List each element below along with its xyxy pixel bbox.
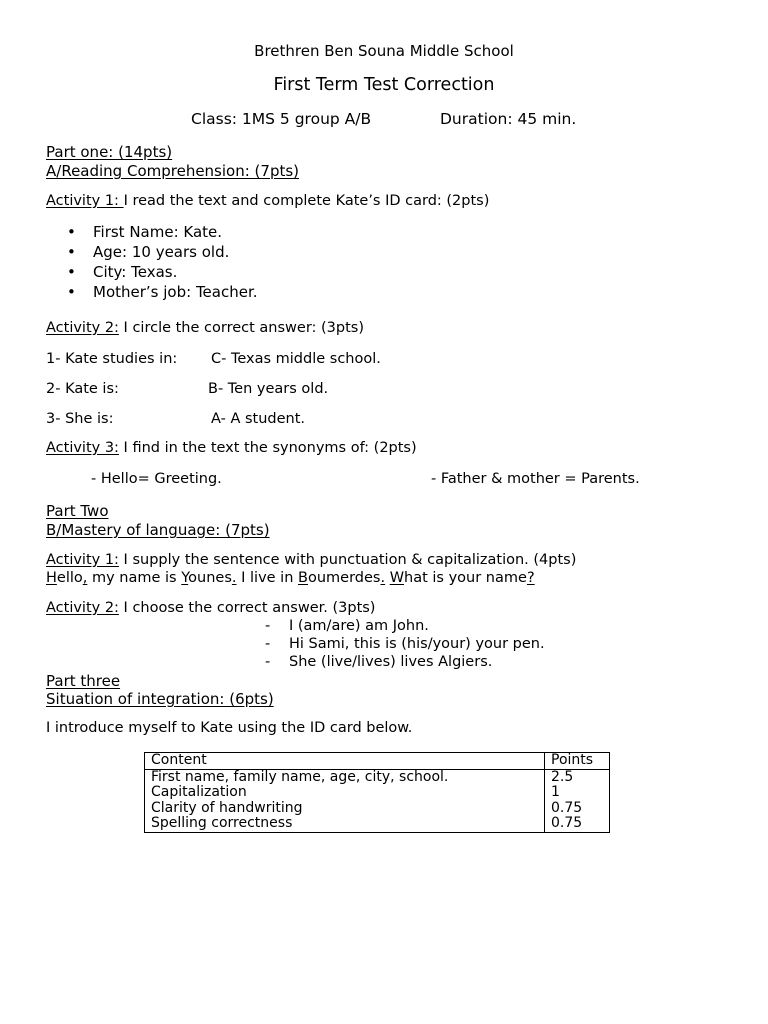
table-cell: 0.75 <box>545 801 610 817</box>
mastery-of-language-heading: B/Mastery of language: (7pts) <box>46 521 270 539</box>
question-1: 1- Kate studies in: <box>46 351 178 367</box>
situation-of-integration-heading: Situation of integration: (6pts) <box>46 690 274 708</box>
grading-table <box>144 752 610 833</box>
activity-label: Activity 2: <box>46 320 119 336</box>
list-item: - I (am/are) am John. <box>265 618 429 634</box>
table-cell: Spelling correctness <box>145 816 545 832</box>
table-header-cell: Points <box>545 753 610 770</box>
table-row <box>145 801 610 817</box>
answer-3: A- A student. <box>211 411 306 427</box>
activity-label: Activity 2: <box>46 600 119 616</box>
question-3: 3- She is: <box>46 411 114 427</box>
table-cell: Capitalization <box>145 785 545 801</box>
answer-2: B- Ten years old. <box>208 381 329 397</box>
activity-text: I circle the correct answer: (3pts) <box>118 320 365 336</box>
dash-icon: - <box>265 654 271 670</box>
table-row <box>145 816 610 832</box>
table-cell: First name, family name, age, city, school. <box>145 769 545 785</box>
activity-1-instruction <box>46 552 576 568</box>
activity-text: I supply the sentence with punctuation & capitalization. (4pts) <box>118 552 577 568</box>
list-item: - She (live/lives) lives Algiers. <box>265 654 493 670</box>
dash-icon: - <box>265 618 271 634</box>
answer-1: C- Texas middle school. <box>211 351 381 367</box>
activity-label: Activity 3: <box>46 440 119 456</box>
table-row <box>145 785 610 801</box>
activity-text: I choose the correct answer. (3pts) <box>118 600 376 616</box>
duration-label: Duration: 45 min. <box>440 110 577 128</box>
bullet-icon: • <box>67 243 76 261</box>
activity-1-instruction <box>46 193 489 209</box>
activity-label: Activity 1: <box>46 193 124 209</box>
part-three-heading: Part three <box>46 672 121 690</box>
activity-2-instruction <box>46 320 364 336</box>
activity-text: I read the text and complete Kate’s ID card: (2pts) <box>123 193 490 209</box>
integration-instruction: I introduce myself to Kate using the ID card below. <box>46 720 413 736</box>
table-header-row <box>145 753 610 770</box>
activity-label: Activity 1: <box>46 552 119 568</box>
synonym-1: - Hello= Greeting. <box>91 471 222 487</box>
table-cell: Clarity of handwriting <box>145 801 545 817</box>
dash-icon: - <box>265 636 271 652</box>
list-item: • First Name: Kate. <box>67 223 223 241</box>
part-two-heading: Part Two <box>46 502 109 520</box>
school-name: Brethren Ben Souna Middle School <box>254 42 514 60</box>
list-item: • Mother’s job: Teacher. <box>67 283 258 301</box>
list-item: - Hi Sami, this is (his/your) your pen. <box>265 636 545 652</box>
table-header-cell: Content <box>145 753 545 770</box>
table-cell: 1 <box>545 785 610 801</box>
bullet-icon: • <box>67 283 76 301</box>
corrected-sentence: Hello, my name is Younes. I live in Boumerdes. What is your name? <box>46 570 535 586</box>
activity-2-instruction <box>46 600 375 616</box>
activity-text: I find in the text the synonyms of: (2pts) <box>118 440 417 456</box>
id-card-answers <box>46 222 258 302</box>
choose-answer-list <box>265 617 545 671</box>
synonym-2: - Father & mother = Parents. <box>431 471 640 487</box>
page-title: First Term Test Correction <box>273 75 495 95</box>
class-label: Class: 1MS 5 group A/B <box>191 110 372 128</box>
list-item: • Age: 10 years old. <box>67 243 230 261</box>
bullet-icon: • <box>67 223 76 241</box>
table-row <box>145 769 610 785</box>
list-item: • City: Texas. <box>67 263 178 281</box>
reading-comprehension-heading: A/Reading Comprehension: (7pts) <box>46 162 300 180</box>
activity-3-instruction <box>46 440 417 456</box>
part-one-heading: Part one: (14pts) <box>46 143 173 161</box>
question-2: 2- Kate is: <box>46 381 119 397</box>
table-cell: 0.75 <box>545 816 610 832</box>
bullet-icon: • <box>67 263 76 281</box>
table-cell: 2.5 <box>545 769 610 785</box>
